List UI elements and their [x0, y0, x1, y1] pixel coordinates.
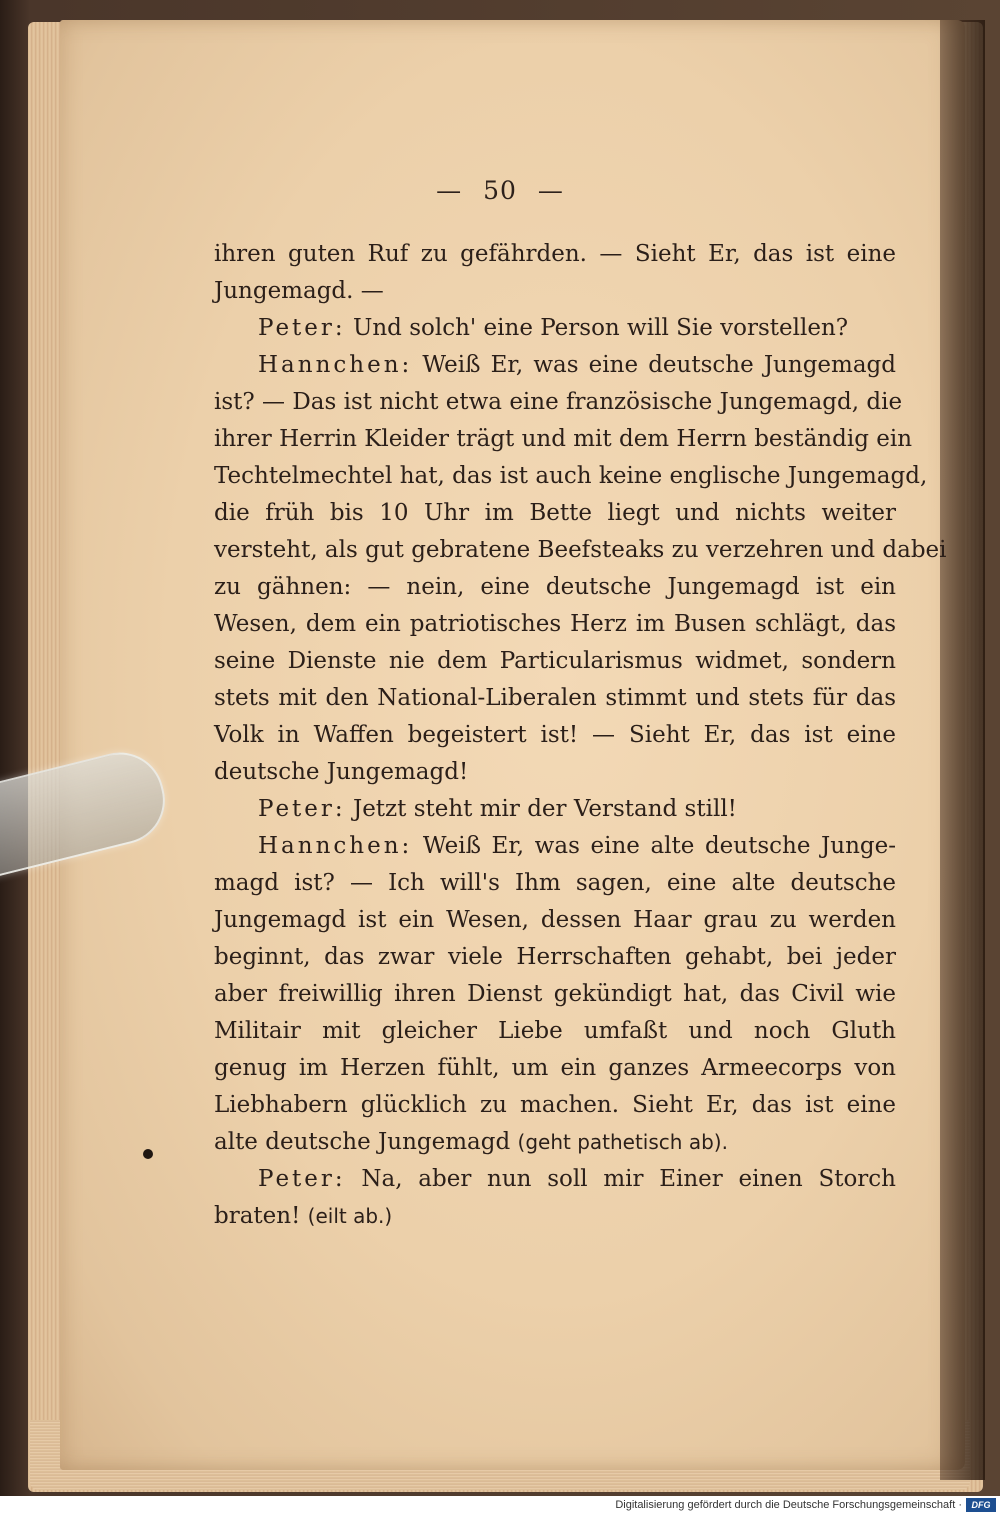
text-line: genug im Herzen fühlt, um ein ganzes Armeecorps von: [214, 1055, 896, 1081]
text-line: braten! (eilt ab.): [214, 1203, 393, 1229]
text-line: beginnt, das zwar viele Herrschaften gehabt, bei jeder: [214, 944, 896, 970]
dialogue-line: Hannchen: Weiß Er, was eine deutsche Jungemagd: [258, 352, 896, 378]
speaker-name: Peter:: [258, 796, 346, 822]
text-line: magd ist? — Ich will's Ihm sagen, eine alte deutsche: [214, 870, 896, 896]
dialogue-line: Peter: Na, aber nun soll mir Einer einen Storch: [258, 1166, 896, 1192]
dialogue-line: Peter: Jetzt steht mir der Verstand still!: [258, 796, 737, 822]
text-line: Wesen, dem ein patriotisches Herz im Busen schlägt, das: [214, 611, 896, 637]
dialogue-line: Peter: Und solch' eine Person will Sie vorstellen?: [258, 315, 849, 341]
speaker-name: Peter:: [258, 315, 346, 341]
text-line: Jungemagd ist ein Wesen, dessen Haar grau zu werden: [214, 907, 896, 933]
text-line: seine Dienste nie dem Particularismus widmet, sondern: [214, 648, 896, 674]
page-number-dash-left: —: [436, 176, 463, 205]
dialogue-line: Hannchen: Weiß Er, was eine alte deutsche Junge-: [258, 833, 896, 859]
text-line: ist? — Das ist nicht etwa eine französische Jungemagd, die: [214, 389, 903, 415]
speaker-name: Hannchen:: [258, 352, 413, 378]
page-number-dash-right: —: [537, 176, 564, 205]
speaker-name: Peter:: [258, 1166, 346, 1192]
footer-credit: Digitalisierung gefördert durch die Deutsche Forschungsgemeinschaft ·: [615, 1499, 962, 1511]
text-line: zu gähnen: — nein, eine deutsche Jungemagd ist ein: [214, 574, 896, 600]
text-line: deutsche Jungemagd!: [214, 759, 469, 785]
speaker-name: Hannchen:: [258, 833, 413, 859]
text-line: Jungemagd. —: [214, 278, 384, 304]
text-line: aber freiwillig ihren Dienst gekündigt hat, das Civil wie: [214, 981, 896, 1007]
text-line: Militair mit gleicher Liebe umfaßt und noch Gluth: [214, 1018, 896, 1044]
ink-dot: [143, 1149, 153, 1159]
text-line: Liebhabern glücklich zu machen. Sieht Er, das ist eine: [214, 1092, 896, 1118]
text-line: alte deutsche Jungemagd (geht pathetisch ab).: [214, 1129, 728, 1155]
page-number-header: [0, 176, 1000, 205]
text-line: Volk in Waffen begeistert ist! — Sieht Er, das ist eine: [214, 722, 896, 748]
text-line: stets mit den National-Liberalen stimmt und stets für das: [214, 685, 896, 711]
text-line: Techtelmechtel hat, das ist auch keine englische Jungemagd,: [214, 463, 928, 489]
text-line: ihrer Herrin Kleider trägt und mit dem Herrn beständig ein: [214, 426, 913, 452]
text-line: versteht, als gut gebratene Beefsteaks zu verzehren und dabei: [214, 537, 947, 563]
stage-direction: (geht pathetisch ab).: [517, 1130, 728, 1154]
dfg-logo-icon: DFG: [966, 1498, 996, 1512]
page-number: 50: [483, 176, 517, 205]
binding-shadow: [940, 20, 985, 1480]
stage-direction: (eilt ab.): [307, 1204, 393, 1228]
text-line: die früh bis 10 Uhr im Bette liegt und nichts weiter: [214, 500, 896, 526]
body-text: [214, 236, 947, 1235]
text-line: ihren guten Ruf zu gefährden. — Sieht Er, das ist eine: [214, 241, 896, 267]
digitization-footer: [0, 1496, 1000, 1514]
